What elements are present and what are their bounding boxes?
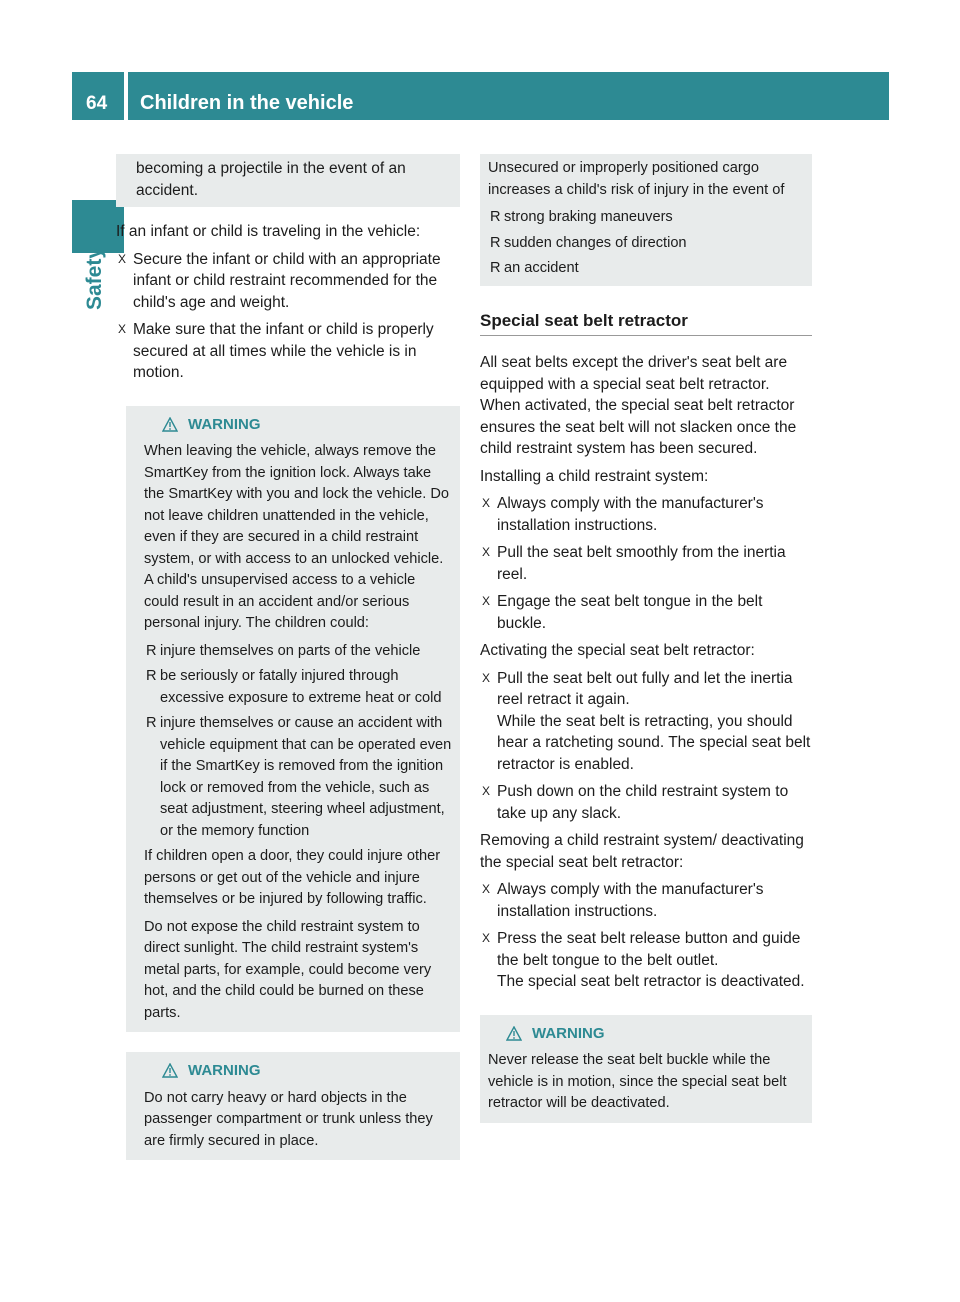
step-arrow-icon: X — [118, 322, 127, 336]
bullet-icon: R — [146, 668, 157, 684]
continued-note-text: becoming a projectile in the event of an accident. — [136, 160, 406, 199]
warning-header — [162, 414, 452, 436]
warning-box — [480, 1015, 812, 1123]
intro-text: All seat belts except the driver's seat belt are equipped with a special seat belt retractor. When activated, the special seat belt retractor ensures the seat belt will not slacken once the child restraint system has been secured. — [480, 354, 797, 457]
step-text: Press the seat belt release button and guide the belt tongue to the belt outlet. — [497, 930, 801, 969]
step-item — [480, 591, 812, 634]
step-note: The special seat belt retractor is deactivated. — [497, 973, 805, 990]
step-item — [480, 928, 812, 993]
bullet-icon: R — [490, 209, 501, 225]
warning-title: WARNING — [532, 1024, 605, 1042]
bullet-text: an accident — [504, 260, 579, 276]
warning-triangle-icon — [162, 417, 178, 432]
install-label: Installing a child restraint system: — [480, 467, 709, 485]
cargo-note-box — [480, 154, 812, 286]
warning-paragraph: If children open a door, they could injure other persons or get out of the vehicle and injure themselves or be injured by following traffic. — [144, 848, 441, 907]
step-text: Pull the seat belt smoothly from the inertia reel. — [497, 544, 786, 583]
bullet-text: injure themselves or cause an accident with vehicle equipment that can be operated even if the SmartKey is removed from the ignition lock or removed from the vehicle, such as seat adjustment, steering wheel adjustment, or the memory function — [160, 715, 452, 839]
step-arrow-icon: X — [482, 594, 491, 608]
bullet-icon: R — [146, 715, 157, 731]
step-item — [480, 668, 812, 776]
bullet-text: injure themselves on parts of the vehicle — [160, 642, 421, 659]
warning-bullet — [144, 641, 452, 663]
step-arrow-icon: X — [482, 784, 491, 798]
cargo-note-text: Unsecured or improperly positioned cargo increases a child's risk of injury in the event of — [488, 160, 785, 198]
step-text: Push down on the child restraint system to take up any slack. — [497, 783, 789, 822]
warning-bullet — [144, 666, 452, 709]
warning-box — [126, 406, 460, 1033]
warning-bullet — [144, 713, 452, 842]
cargo-bullet — [488, 233, 802, 255]
cargo-bullet — [488, 258, 802, 280]
bullet-text: strong braking maneuvers — [504, 209, 673, 225]
warning-paragraph: Do not expose the child restraint system to direct sunlight. The child restraint system's metal parts, for example, could become very hot, and the child could be burned on these parts. — [144, 918, 432, 1021]
bullet-icon: R — [146, 642, 157, 659]
step-text: Always comply with the manufacturer's installation instructions. — [497, 495, 764, 534]
bullet-icon: R — [490, 260, 501, 276]
step-item — [480, 542, 812, 585]
continued-note-box — [116, 154, 460, 207]
step-item — [116, 319, 460, 384]
warning-title: WARNING — [188, 415, 261, 433]
cargo-bullet — [488, 207, 802, 229]
warning-box — [126, 1052, 460, 1160]
step-item — [116, 249, 460, 314]
step-note: While the seat belt is retracting, you should hear a ratcheting sound. The special seat belt retractor is enabled. — [497, 712, 811, 773]
step-arrow-icon: X — [482, 496, 491, 510]
step-arrow-icon: X — [482, 670, 491, 685]
remove-label: Removing a child restraint system/ deactivating the special seat belt retractor: — [480, 832, 804, 871]
step-arrow-icon: X — [482, 545, 491, 559]
right-column — [480, 154, 812, 1123]
step-arrow-icon: X — [482, 931, 491, 945]
warning-paragraph: When leaving the vehicle, always remove the SmartKey from the ignition lock. Always take the SmartKey with you and lock the vehicle. Do not leave children unattended in the vehicle, even if they are secured in a child restraint system, or with access to an unlocked vehicle. A child's unsupervised access to a vehicle could result in an accident and/or serious personal injury. The children could: — [144, 443, 450, 631]
warning-header — [162, 1060, 452, 1082]
page-number: 64 — [72, 72, 124, 120]
bullet-text: sudden changes of direction — [504, 234, 687, 251]
intro-text: If an infant or child is traveling in the vehicle: — [116, 223, 421, 240]
step-arrow-icon: X — [482, 882, 491, 896]
step-text: Secure the infant or child with an appropriate infant or child restraint recommended for the child's age and weight. — [133, 250, 441, 311]
section-heading: Special seat belt retractor — [480, 310, 812, 337]
bullet-text: be seriously or fatally injured through excessive exposure to extreme heat or cold — [160, 668, 442, 706]
warning-title: WARNING — [188, 1062, 261, 1079]
warning-header — [506, 1023, 804, 1045]
step-item — [480, 781, 812, 824]
step-text: Make sure that the infant or child is properly secured at all times while the vehicle is in motion. — [133, 321, 434, 381]
bullet-icon: R — [490, 234, 501, 251]
page-title: Children in the vehicle — [128, 72, 889, 120]
step-text: Always comply with the manufacturer's installation instructions. — [497, 881, 764, 920]
step-item — [480, 879, 812, 922]
section-label: Safety — [83, 246, 106, 310]
warning-triangle-icon — [506, 1026, 522, 1041]
step-arrow-icon: X — [118, 251, 127, 266]
warning-triangle-icon — [162, 1063, 178, 1078]
left-column — [116, 154, 460, 1160]
step-text: Pull the seat belt out fully and let the inertia reel retract it again. — [497, 669, 793, 708]
step-item — [480, 493, 812, 536]
step-text: Engage the seat belt tongue in the belt buckle. — [497, 593, 763, 632]
warning-paragraph: Do not carry heavy or hard objects in the passenger compartment or trunk unless they are firmly secured in place. — [144, 1089, 433, 1149]
activate-label: Activating the special seat belt retractor: — [480, 642, 755, 659]
warning-paragraph: Never release the seat belt buckle while the vehicle is in motion, since the special seat belt retractor will be deactivated. — [488, 1052, 787, 1111]
